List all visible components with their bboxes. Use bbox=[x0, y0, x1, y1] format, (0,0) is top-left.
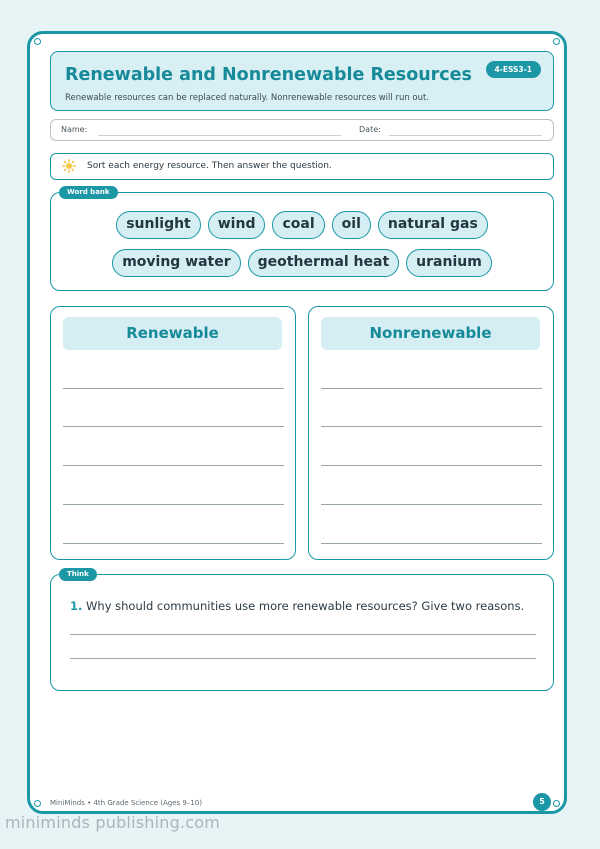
answer-line[interactable] bbox=[63, 504, 284, 505]
renewable-heading: Renewable bbox=[63, 317, 282, 350]
corner-dot bbox=[553, 800, 560, 807]
corner-dot bbox=[34, 800, 41, 807]
question-1 bbox=[70, 599, 524, 613]
standard-badge: 4-ESS3-1 bbox=[486, 61, 541, 78]
nonrenewable-column bbox=[308, 306, 554, 560]
footer-text: MiniMinds • 4th Grade Science (Ages 9–10) bbox=[50, 799, 202, 807]
think-box bbox=[50, 570, 554, 691]
worksheet-page bbox=[27, 31, 567, 814]
instructions-text: Sort each energy resource. Then answer the question. bbox=[87, 161, 332, 171]
answer-line[interactable] bbox=[70, 658, 536, 659]
header-box bbox=[50, 51, 554, 111]
word-chip[interactable]: natural gas bbox=[378, 211, 488, 239]
answer-line[interactable] bbox=[321, 504, 542, 505]
date-label: Date: bbox=[359, 125, 381, 134]
instructions-box bbox=[50, 153, 554, 180]
word-chip[interactable]: sunlight bbox=[116, 211, 201, 239]
answer-line[interactable] bbox=[63, 426, 284, 427]
watermark: miniminds publishing.com bbox=[5, 813, 220, 832]
answer-line[interactable] bbox=[63, 543, 284, 544]
name-date-row bbox=[50, 119, 554, 141]
word-bank-box bbox=[50, 188, 554, 291]
name-field[interactable] bbox=[98, 135, 341, 136]
word-bank-row-2 bbox=[51, 249, 553, 277]
think-tag: Think bbox=[59, 568, 97, 581]
word-chip[interactable]: geothermal heat bbox=[248, 249, 400, 277]
word-chip[interactable]: moving water bbox=[112, 249, 240, 277]
answer-line[interactable] bbox=[321, 543, 542, 544]
question-number: 1. bbox=[70, 599, 83, 613]
answer-line[interactable] bbox=[321, 465, 542, 466]
corner-dot bbox=[553, 38, 560, 45]
answer-line[interactable] bbox=[63, 465, 284, 466]
date-field[interactable] bbox=[389, 135, 542, 136]
word-chip[interactable]: wind bbox=[208, 211, 266, 239]
nonrenewable-heading: Nonrenewable bbox=[321, 317, 540, 350]
page-subtitle: Renewable resources can be replaced naturally. Nonrenewable resources will run out. bbox=[65, 93, 430, 103]
question-text: Why should communities use more renewable resources? Give two reasons. bbox=[86, 599, 525, 613]
word-chip[interactable]: oil bbox=[332, 211, 371, 239]
word-bank-row-1 bbox=[51, 211, 553, 239]
answer-line[interactable] bbox=[321, 426, 542, 427]
page-title: Renewable and Nonrenewable Resources bbox=[65, 65, 472, 85]
word-bank-tag: Word bank bbox=[59, 186, 118, 199]
answer-line[interactable] bbox=[63, 388, 284, 389]
renewable-column bbox=[50, 306, 296, 560]
answer-line[interactable] bbox=[70, 634, 536, 635]
word-chip[interactable]: uranium bbox=[406, 249, 492, 277]
sun-icon bbox=[62, 159, 76, 173]
page-number: 5 bbox=[533, 793, 551, 811]
corner-dot bbox=[34, 38, 41, 45]
answer-line[interactable] bbox=[321, 388, 542, 389]
word-chip[interactable]: coal bbox=[272, 211, 324, 239]
name-label: Name: bbox=[61, 125, 88, 134]
